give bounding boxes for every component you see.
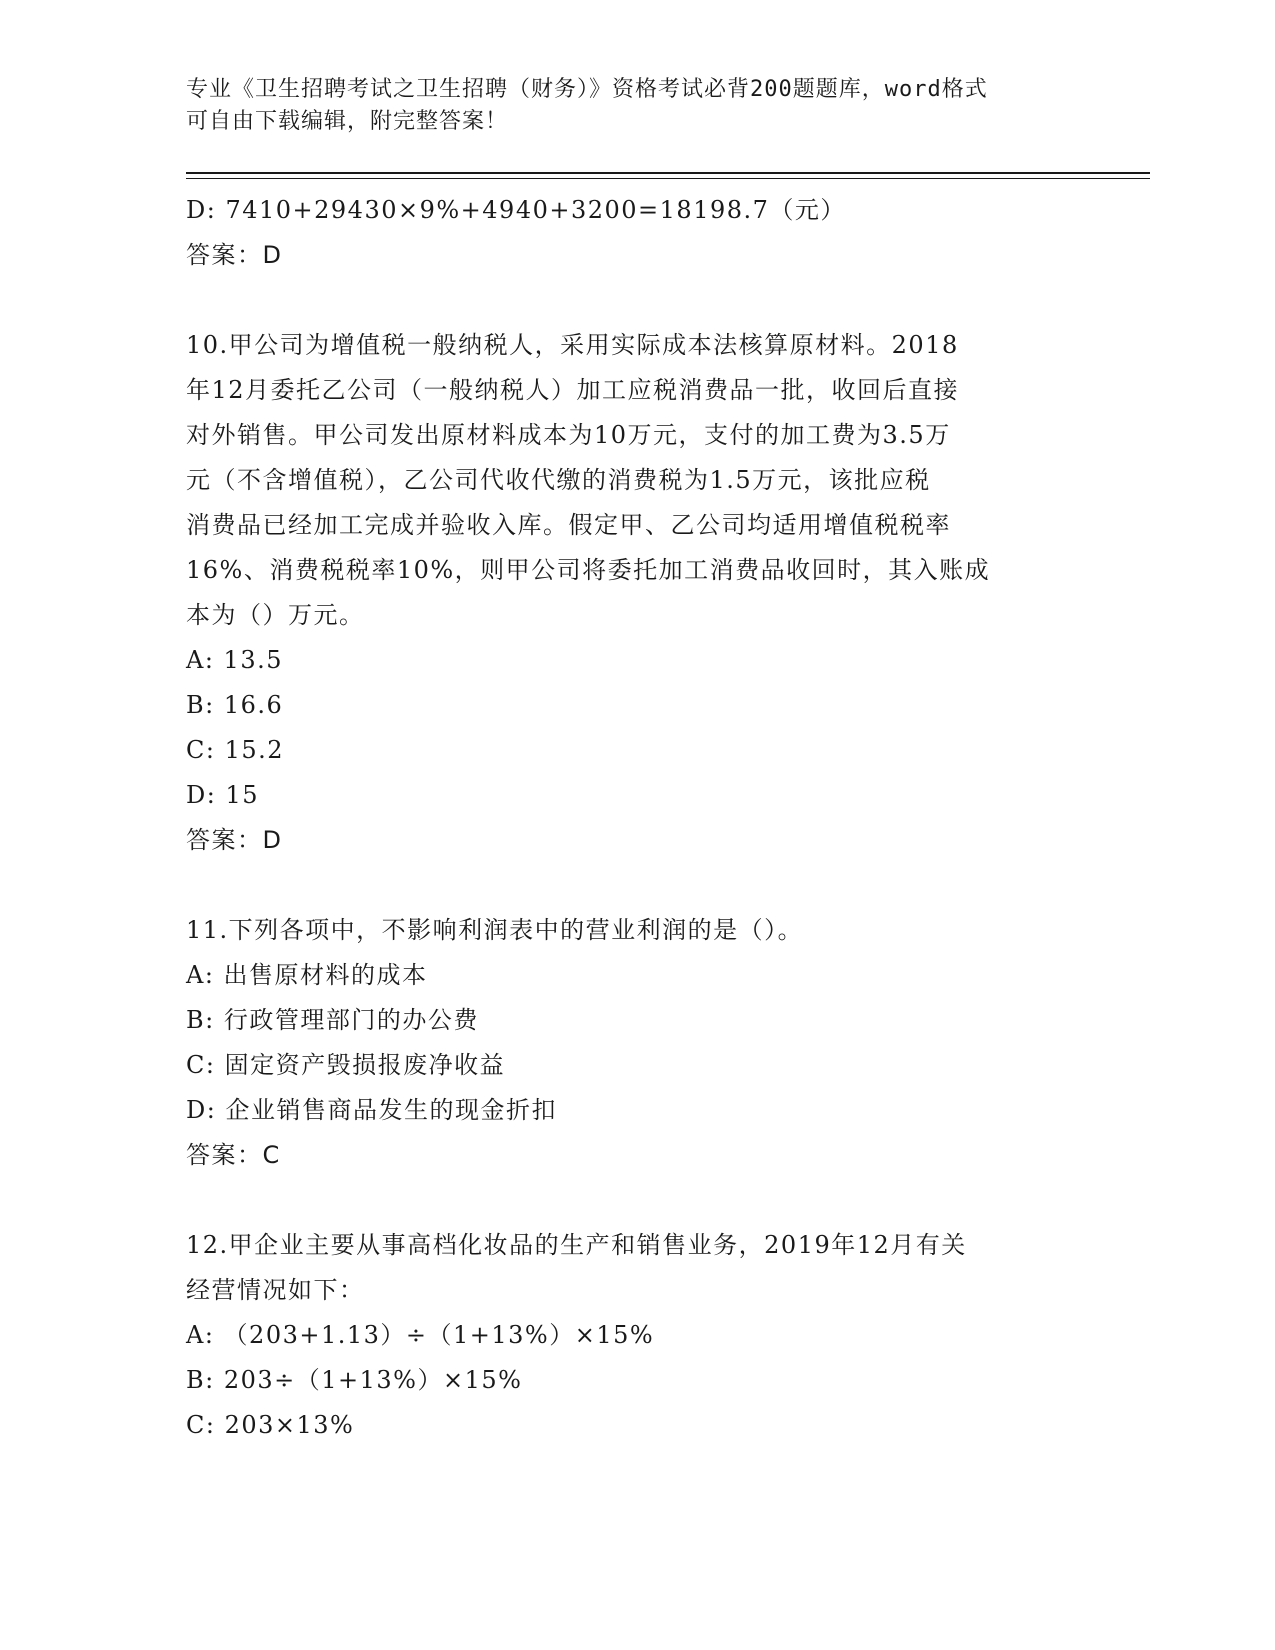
answer-label: 答案：C	[186, 1141, 281, 1169]
option-b: B: 203÷（1+13%）×15%	[186, 1366, 523, 1394]
option-a: A: （203+1.13）÷（1+13%）×15%	[186, 1321, 655, 1349]
question-12	[186, 1223, 1066, 1448]
option-d: D: 7410+29430×9%+4940+3200=18198.7（元）	[186, 196, 846, 224]
header-divider-thick	[186, 172, 1150, 174]
question-stem-line: 16%、消费税税率10%，则甲公司将委托加工消费品收回时，其入账成	[186, 556, 991, 584]
question-stem-line: 对外销售。甲公司发出原材料成本为10万元，支付的加工费为3.5万	[186, 421, 951, 449]
document-header	[186, 74, 1066, 138]
option-b: B: 行政管理部门的办公费	[186, 1006, 479, 1034]
question-stem-line: 年12月委托乙公司（一般纳税人）加工应税消费品一批，收回后直接	[186, 376, 960, 404]
question-stem-line: 元（不含增值税），乙公司代收代缴的消费税为1.5万元，该批应税	[186, 466, 931, 494]
question-10	[186, 323, 1066, 863]
question-stem-line: 消费品已经加工完成并验收入库。假定甲、乙公司均适用增值税税率	[186, 511, 951, 539]
answer-label: 答案：D	[186, 826, 283, 854]
option-a: A: 13.5	[186, 646, 283, 674]
option-d: D: 15	[186, 781, 259, 809]
option-a: A: 出售原材料的成本	[186, 961, 428, 989]
question-stem-line: 11.下列各项中，不影响利润表中的营业利润的是（）。	[186, 916, 804, 944]
question-list	[186, 188, 1066, 1448]
question-stem-line: 10.甲公司为增值税一般纳税人，采用实际成本法核算原材料。2018	[186, 331, 959, 359]
spacer	[186, 278, 1066, 323]
question-stem-line: 12.甲企业主要从事高档化妆品的生产和销售业务，2019年12月有关	[186, 1231, 967, 1259]
spacer	[186, 1178, 1066, 1223]
answer-label: 答案：D	[186, 241, 283, 269]
header-title-line-2: 可自由下载编辑，附完整答案！	[186, 109, 509, 134]
option-d: D: 企业销售商品发生的现金折扣	[186, 1096, 557, 1124]
option-b: B: 16.6	[186, 691, 284, 719]
header-divider-thin	[186, 178, 1150, 179]
header-title-line-1: 专业《卫生招聘考试之卫生招聘（财务）》资格考试必背200题题库，word格式	[186, 77, 988, 102]
option-c: C: 203×13%	[186, 1411, 355, 1439]
question-9	[186, 188, 1066, 278]
spacer	[186, 863, 1066, 908]
question-11	[186, 908, 1066, 1178]
option-c: C: 15.2	[186, 736, 285, 764]
question-stem-line: 本为（）万元。	[186, 601, 365, 629]
question-stem-line: 经营情况如下：	[186, 1276, 365, 1304]
option-c: C: 固定资产毁损报废净收益	[186, 1051, 506, 1079]
